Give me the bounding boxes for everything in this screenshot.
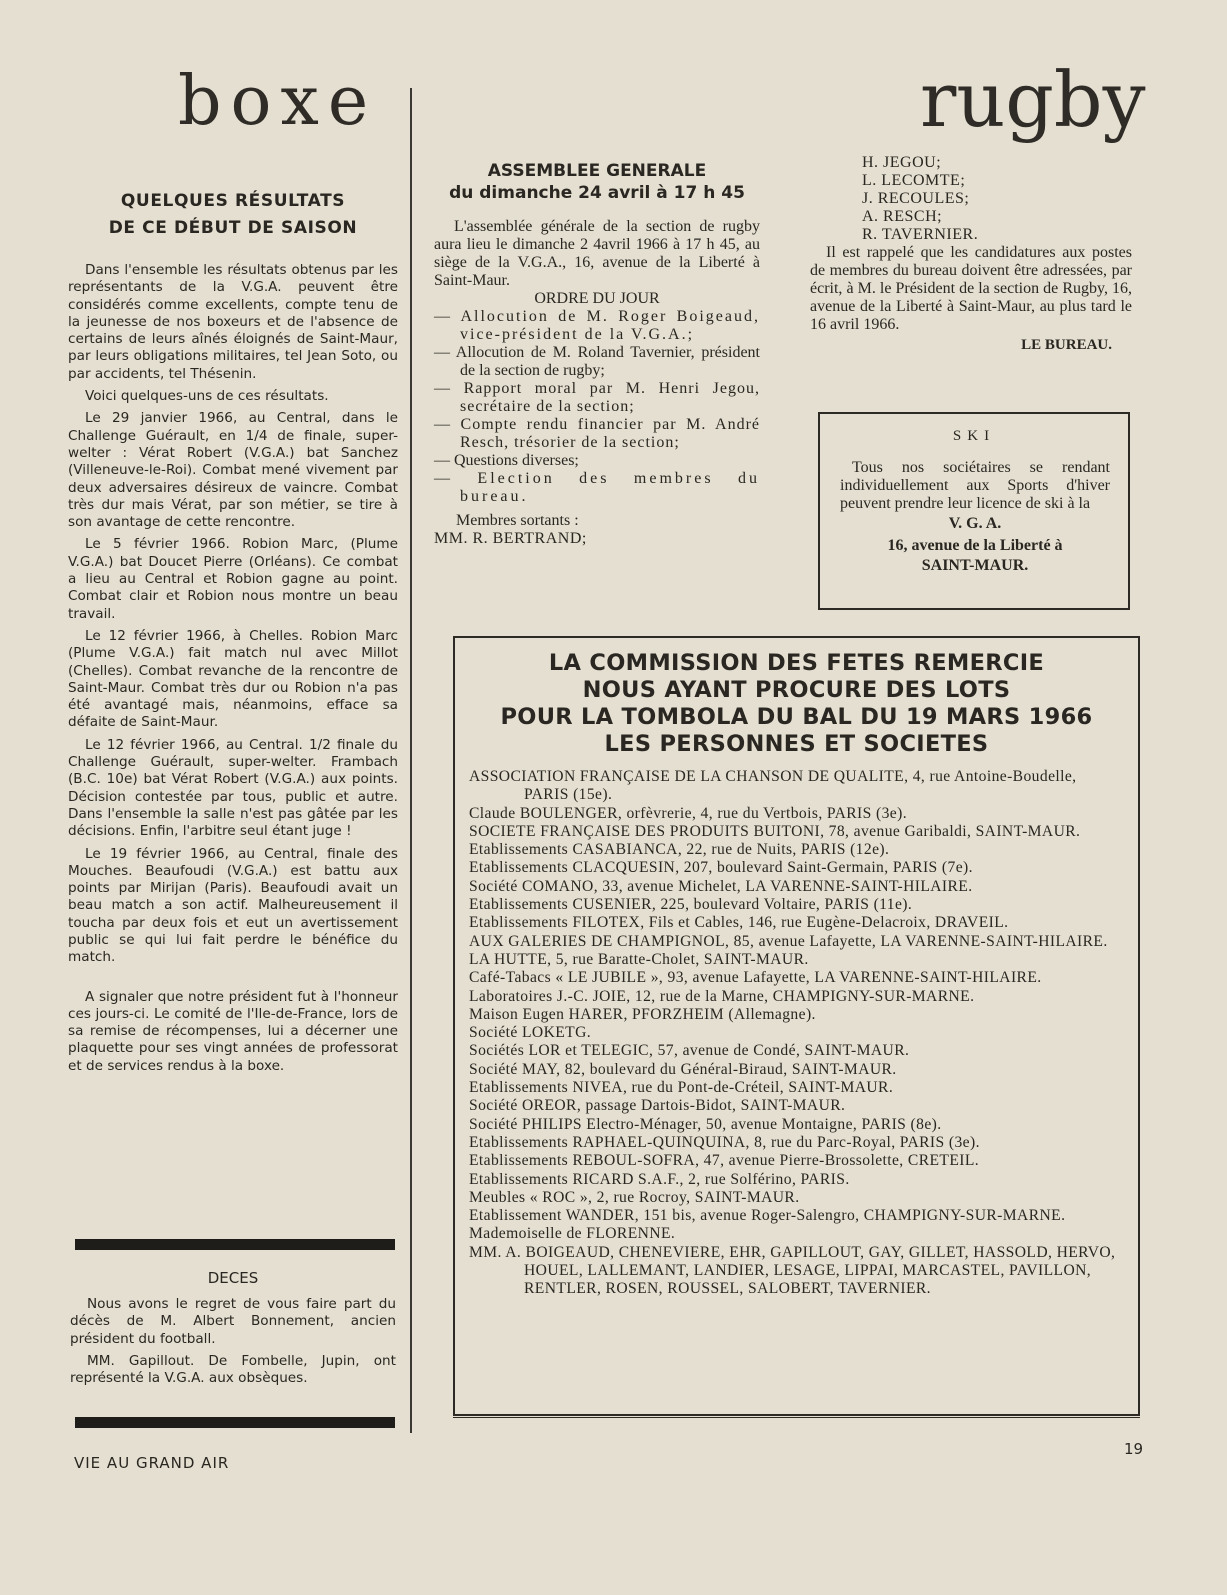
- donor-entry: Société COMANO, 33, avenue Michelet, LA VARENNE-SAINT-HILAIRE.: [469, 877, 973, 895]
- donor-entry: MM. A. BOIGEAUD, CHENEVIERE, EHR, GAPILLOUT, GAY, GILLET, HASSOLD, HERVO, HOUEL, LALLEMANT, LANDIER, LESAGE, LIPPAI, MARCASTEL, PAVILLON, RENTLER, ROSEN, ROUSSEL, SALOBERT, TAVERNIER.: [469, 1243, 1116, 1298]
- donor-entry: Claude BOULENGER, orfèvrerie, 4, rue du Vertbois, PARIS (3e).: [469, 804, 907, 822]
- donor-entry: Société PHILIPS Electro-Ménager, 50, avenue Montaigne, PARIS (8e).: [469, 1115, 942, 1133]
- deces-notice: [70, 1266, 396, 1387]
- boxe-article: [68, 188, 398, 1075]
- members-label: Membres sortants :: [456, 512, 579, 529]
- deces-paragraph: Nous avons le regret de vous faire part du décès de M. Albert Bonnement, ancien président du football.: [70, 1296, 396, 1347]
- donor-entry: Etablissements CLACQUESIN, 207, boulevard Saint-Germain, PARIS (7e).: [469, 859, 973, 877]
- ski-body: Tous nos sociétaires se rendant individuellement aux Sports d'hiver peuvent prendre leur licence de ski à la: [840, 459, 1110, 512]
- donor-entry: Etablissements REBOUL-SOFRA, 47, avenue Pierre-Brossolette, CRETEIL.: [469, 1152, 980, 1170]
- ski-org: V. G. A.: [948, 515, 1002, 532]
- deces-paragraph: MM. Gapillout. De Fombelle, Jupin, ont représenté la V.G.A. aux obsèques.: [70, 1352, 396, 1387]
- agenda-title: ORDRE DU JOUR: [534, 290, 660, 307]
- donor-entry: SOCIETE FRANÇAISE DES PRODUITS BUITONI, 78, avenue Garibaldi, SAINT-MAUR.: [469, 822, 1081, 840]
- boxe-heading-line1: QUELQUES RÉSULTATS: [120, 191, 346, 211]
- agenda-item: — Allocution de M. Roland Tavernier, président de la section de rugby;: [434, 344, 760, 379]
- agenda-item: — Questions diverses;: [434, 452, 579, 469]
- boxe-paragraph: Le 12 février 1966, à Chelles. Robion Marc (Plume V.G.A.) fait match nul avec Millot (Chelles). Combat revanche de la rencontre de Saint-Maur. Combat très dur ou Robion n'a pas été avantagé mais, néanmoins, efface sa défaite de Saint-Maur.: [68, 627, 398, 731]
- boxe-paragraph: Le 5 février 1966. Robion Marc, (Plume V.G.A.) bat Doucet Pierre (Orléans). Ce combat a lieu au Central et Robion gagne au point. Combat clair et Robion nous montre un beau travail.: [68, 536, 398, 622]
- donor-entry: Etablissements CASABIANCA, 22, rue de Nuits, PARIS (12e).: [469, 841, 890, 859]
- rugby-section-title: rugby: [920, 55, 1146, 144]
- publication-name: VIE AU GRAND AIR: [74, 1454, 230, 1472]
- separator-bar: [75, 1239, 395, 1250]
- donor-entry: Société LOKETG.: [469, 1024, 592, 1042]
- donor-entry: Société MAY, 82, boulevard du Général-Biraud, SAINT-MAUR.: [469, 1060, 897, 1078]
- deces-title: DECES: [207, 1269, 259, 1287]
- bureau-signature: LE BUREAU.: [1021, 337, 1112, 353]
- donor-entry: Etablissements NIVEA, rue du Pont-de-Créteil, SAINT-MAUR.: [469, 1079, 894, 1097]
- donor-entry: Etablissements CUSENIER, 225, boulevard Voltaire, PARIS (11e).: [469, 896, 913, 914]
- donor-entry: Meubles « ROC », 2, rue Rocroy, SAINT-MAUR.: [469, 1188, 800, 1206]
- donor-entry: Maison Eugen HARER, PFORZHEIM (Allemagne).: [469, 1005, 816, 1023]
- boxe-paragraph: Dans l'ensemble les résultats obtenus par les représentants de la V.G.A. peuvent être considérés comme excellents, compte tenu de la jeunesse de nos boxeurs et de l'absence de certains de leurs aînés éloignés de Saint-Maur, par leurs obligations militaires, tel Jean Soto, ou par accidents, tel Thésenin.: [68, 262, 398, 382]
- member-name: A. RESCH;: [862, 208, 943, 225]
- donor-entry: Etablissements FILOTEX, Fils et Cables, 146, rue Eugène-Delacroix, DRAVEIL.: [469, 914, 1009, 932]
- commission-title-line: POUR LA TOMBOLA DU BAL DU 19 MARS 1966: [500, 704, 1093, 730]
- separator-bar: [75, 1417, 395, 1428]
- donor-list: [455, 758, 1138, 1299]
- donor-entry: Sociétés LOR et TELEGIC, 57, avenue de Condé, SAINT-MAUR.: [469, 1042, 910, 1060]
- member-name: J. RECOULES;: [862, 190, 970, 207]
- commission-title-line: LES PERSONNES ET SOCIETES: [604, 731, 989, 757]
- agenda-item: — Rapport moral par M. Henri Jegou, secrétaire de la section;: [434, 380, 760, 415]
- page-number: 19: [1124, 1440, 1144, 1458]
- member-name: H. JEGOU;: [862, 154, 942, 171]
- boxe-section-title: boxe: [178, 62, 378, 141]
- commission-title: [455, 650, 1138, 758]
- assemblee-heading-line2: du dimanche 24 avril à 17 h 45: [449, 183, 745, 203]
- ski-address-line2: SAINT-MAUR.: [921, 557, 1029, 574]
- donor-entry: LA HUTTE, 5, rue Baratte-Cholet, SAINT-MAUR.: [469, 950, 809, 968]
- commission-title-line: NOUS AYANT PROCURE DES LOTS: [582, 677, 1011, 703]
- member-name: MM. R. BERTRAND;: [434, 530, 587, 547]
- donor-entry: Mademoiselle de FLORENNE.: [469, 1225, 676, 1243]
- boxe-paragraph: Le 19 février 1966, au Central, finale des Mouches. Beaufoudi (V.G.A.) est battu aux points par Mirijan (Paris). Beaufoudi avait un beau match a son actif. Malheureusement il toucha par deux fois et eut un avertissement public se qui lui fait perdre le bénéfice du match.: [68, 845, 398, 966]
- member-name: L. LECOMTE;: [862, 172, 966, 189]
- assemblee-heading-line1: ASSEMBLEE GENERALE: [487, 161, 707, 181]
- agenda-item: — Compte rendu financier par M. André Resch, trésorier de la section;: [434, 416, 760, 451]
- agenda-item: — Election des membres du bureau.: [434, 470, 760, 505]
- donor-entry: Etablissements RAPHAEL-QUINQUINA, 8, rue du Parc-Royal, PARIS (3e).: [469, 1133, 980, 1151]
- donor-entry: Etablissement WANDER, 151 bis, avenue Roger-Salengro, CHAMPIGNY-SUR-MARNE.: [469, 1207, 1066, 1225]
- assemblee-article: [434, 160, 760, 548]
- column-divider: [410, 88, 412, 1433]
- donor-entry: Société OREOR, passage Dartois-Bidot, SAINT-MAUR.: [469, 1097, 846, 1115]
- agenda-item: — Allocution de M. Roger Boigeaud, vice-président de la V.G.A.;: [434, 308, 760, 343]
- boxe-paragraph: Voici quelques-uns de ces résultats.: [85, 388, 329, 405]
- ski-notice-box: [818, 412, 1130, 610]
- candidature-reminder: Il est rappelé que les candidatures aux postes de membres du bureau doivent être adressées, par écrit, à M. le Président de la section de Rugby, 16, avenue de la Liberté à Saint-Maur, au plus tard le 16 avril 1966.: [810, 244, 1132, 333]
- donor-entry: AUX GALERIES DE CHAMPIGNOL, 85, avenue Lafayette, LA VARENNE-SAINT-HILAIRE.: [469, 932, 1108, 950]
- member-name: R. TAVERNIER.: [862, 226, 979, 243]
- donor-entry: Laboratoires J.-C. JOIE, 12, rue de la Marne, CHAMPIGNY-SUR-MARNE.: [469, 987, 975, 1005]
- commission-underline: [453, 1417, 1140, 1418]
- assemblee-intro: L'assemblée générale de la section de rugby aura lieu le dimanche 2 4avril 1966 à 17 h 45, au siège de la V.G.A., 16, avenue de la Liberté à Saint-Maur.: [434, 218, 760, 289]
- boxe-paragraph: Le 29 janvier 1966, au Central, dans le Challenge Guérault, en 1/4 de finale, super-welter : Vérat Robert (V.G.A.) bat Sanchez (Villeneuve-le-Roi). Combat mené vivement par deux adversaires désireux de vaincre. Combat très dur mais Vérat, par son métier, se tire à son avantage de cette rencontre.: [68, 410, 398, 531]
- donor-entry: Café-Tabacs « LE JUBILE », 93, avenue Lafayette, LA VARENNE-SAINT-HILAIRE.: [469, 969, 1042, 987]
- rugby-continuation: [810, 154, 1132, 354]
- boxe-heading-line2: DE CE DÉBUT DE SAISON: [108, 218, 358, 238]
- ski-address-line1: 16, avenue de la Liberté à: [887, 537, 1063, 554]
- donor-entry: Etablissements RICARD S.A.F., 2, rue Solférino, PARIS.: [469, 1170, 850, 1188]
- commission-thanks-box: [453, 636, 1140, 1416]
- ski-title: SKI: [952, 428, 996, 444]
- boxe-paragraph: Le 12 février 1966, au Central. 1/2 finale du Challenge Guérault, super-welter. Frambach (B.C. 10e) bat Vérat Robert (V.G.A.) aux points. Décision contestée par tous, public et autre. Dans l'ensemble la salle n'est pas gâtée par les décisions. Enfin, l'arbitre seul étant juge !: [68, 736, 398, 840]
- commission-title-line: LA COMMISSION DES FETES REMERCIE: [548, 650, 1045, 676]
- donor-entry: ASSOCIATION FRANÇAISE DE LA CHANSON DE QUALITE, 4, rue Antoine-Boudelle, PARIS (15e).: [469, 768, 1077, 804]
- boxe-paragraph: A signaler que notre président fut à l'honneur ces jours-ci. Le comité de l'Ile-de-France, lors de sa remise de récompenses, lui a décerner une plaquette pour ses vingt années de professorat et de services rendus à la boxe.: [68, 988, 398, 1074]
